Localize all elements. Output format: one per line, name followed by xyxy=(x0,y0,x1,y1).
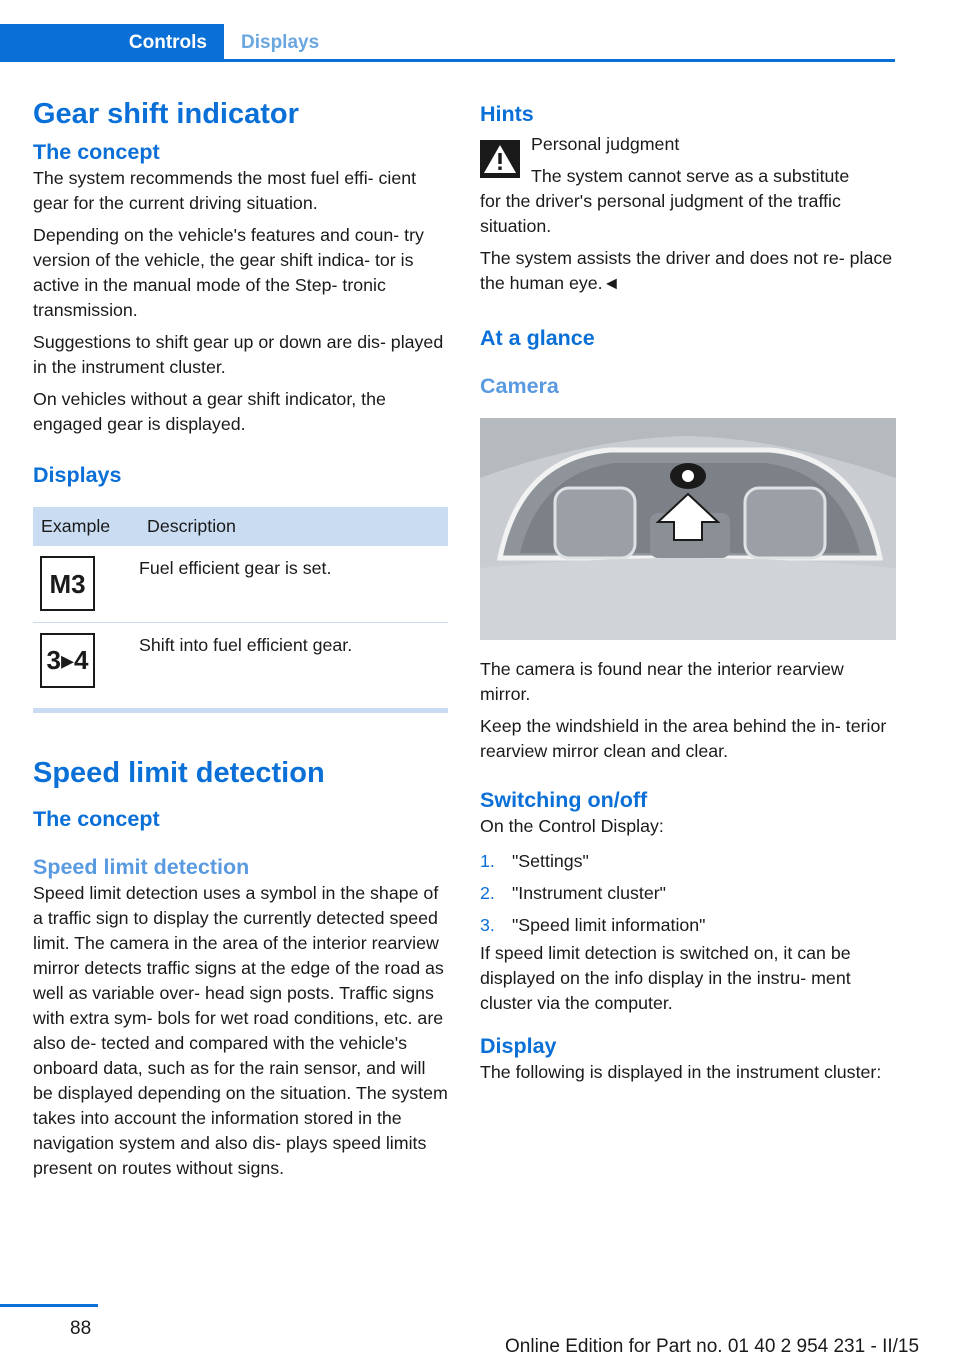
concept-paragraph-2: Depending on the vehicle's features and coun‐ try version of the vehicle, the gear shift indica‐ tor is active in the manual mode of the Step‐ tronic transmission. xyxy=(33,225,424,320)
concept-paragraph-3: Suggestions to shift gear up or down are dis‐ played in the instrument cluster. xyxy=(33,332,444,377)
camera-location-illustration xyxy=(480,418,896,640)
row-description: Shift into fuel efficient gear. xyxy=(139,634,353,655)
display-paragraph: The following is displayed in the instrument cluster: xyxy=(480,1062,882,1082)
table-bottom-rule xyxy=(33,708,448,713)
concept-heading: The concept xyxy=(33,140,160,164)
left-column xyxy=(33,96,448,1181)
gear-m3-icon-text: M3 xyxy=(49,568,86,599)
warning-text-line-1: The system cannot serve as a substitute xyxy=(531,166,850,186)
step-number: 2. xyxy=(480,883,495,903)
switching-paragraph-2: If speed limit detection is switched on, it can be displayed on the info display in the instru‐ ment cluster via the computer. xyxy=(480,943,851,1013)
switching-heading: Switching on/off xyxy=(480,788,648,812)
step-text: "Speed limit information" xyxy=(512,915,706,935)
row-description: Fuel efficient gear is set. xyxy=(139,546,448,622)
column-header-description: Description xyxy=(139,507,448,546)
table-row xyxy=(33,546,448,622)
step-number: 3. xyxy=(480,915,495,935)
display-heading: Display xyxy=(480,1034,557,1058)
section-title-gear-shift: Gear shift indicator xyxy=(33,98,299,130)
right-column xyxy=(480,100,896,1085)
displays-table xyxy=(33,507,448,698)
warning-title: Personal judgment xyxy=(531,134,680,154)
tab-controls-label: Controls xyxy=(128,32,207,53)
camera-heading: Camera xyxy=(480,374,559,398)
at-a-glance-heading: At a glance xyxy=(480,326,595,350)
header-divider xyxy=(0,59,895,62)
warning-triangle-icon xyxy=(480,140,520,178)
list-item xyxy=(480,909,896,941)
sld-paragraph: Speed limit detection uses a symbol in the shape of a traffic sign to display the currently detected speed limit. The camera in the area of the interior rearview mirror detects traffic signs at the edge of the road as well as variable over‐ head sign posts. Traffic signs with extra sym‐ bols for wet road conditions, etc. are also de‐ tected and compared with the vehicle's onboard data, such as for the rain sensor, and will be displayed depending on the situation. The system takes into account the information stored in the navigation system and also dis‐ plays speed limits present on routes without signs. xyxy=(33,883,448,1178)
column-header-example: Example xyxy=(33,507,139,546)
sld-sub-heading: Speed limit detection xyxy=(33,855,250,879)
warning-box xyxy=(480,134,896,189)
edition-text: Online Edition for Part no. 01 40 2 954 231 - II/15 xyxy=(505,1336,920,1357)
list-item xyxy=(480,845,896,877)
step-text: "Instrument cluster" xyxy=(512,883,666,903)
concept-paragraph-4: On vehicles without a gear shift indicator, the engaged gear is displayed. xyxy=(33,389,386,434)
warning-text-end: The system assists the driver and does not re‐ place the human eye.◄ xyxy=(480,248,893,293)
gear-shift-icon-text: 3▸4 xyxy=(46,645,89,675)
camera-paragraph-2: Keep the windshield in the area behind the in‐ terior rearview mirror clean and clear. xyxy=(480,716,887,761)
tab-displays[interactable] xyxy=(224,24,319,62)
displays-heading: Displays xyxy=(33,463,122,487)
switching-paragraph: On the Control Display: xyxy=(480,816,664,836)
table-row xyxy=(33,622,448,698)
warning-text-continued: for the driver's personal judgment of the traffic situation. xyxy=(480,191,841,236)
concept-heading-2: The concept xyxy=(33,807,160,831)
tab-displays-label: Displays xyxy=(241,32,320,53)
camera-paragraph-1: The camera is found near the interior rearview mirror. xyxy=(480,659,844,704)
tab-controls[interactable] xyxy=(0,24,224,62)
step-number: 1. xyxy=(480,851,495,871)
gear-m3-icon xyxy=(40,556,95,611)
section-title-speed-limit: Speed limit detection xyxy=(33,757,325,789)
gear-shift-3-to-4-icon xyxy=(40,633,95,688)
page-number: 88 xyxy=(70,1318,92,1339)
list-item xyxy=(480,877,896,909)
step-text: "Settings" xyxy=(512,851,589,871)
steps-list xyxy=(480,845,896,941)
concept-paragraph-1: The system recommends the most fuel effi‐ cient gear for the current driving situation. xyxy=(33,168,417,213)
hints-heading: Hints xyxy=(480,102,534,126)
footer-rule xyxy=(0,1304,98,1307)
